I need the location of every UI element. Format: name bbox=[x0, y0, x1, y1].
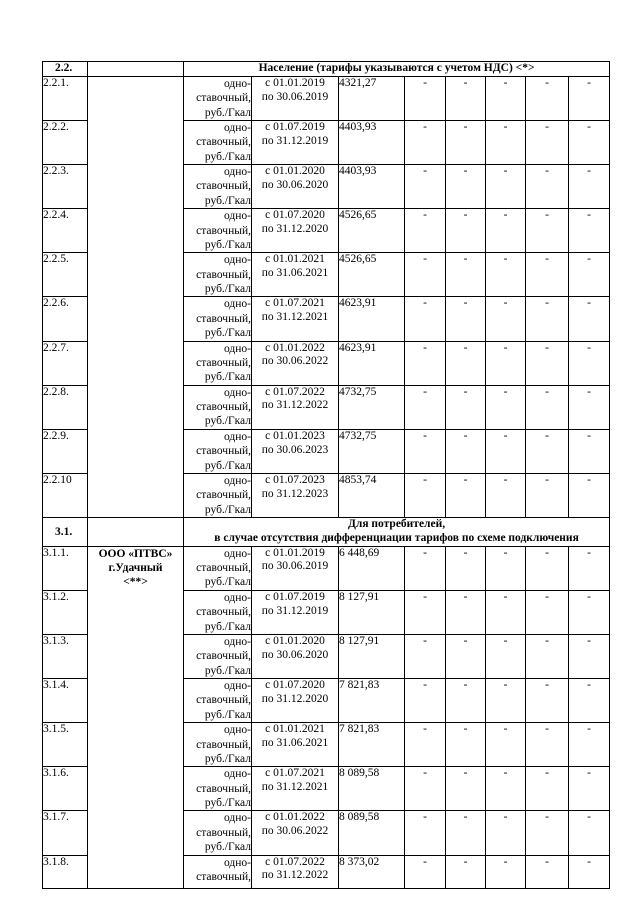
empty-value-dash: - bbox=[569, 297, 610, 341]
empty-value-dash: - bbox=[569, 429, 610, 473]
tariff-period bbox=[252, 767, 339, 811]
empty-value-dash: - bbox=[486, 341, 526, 385]
empty-value-dash: - bbox=[526, 473, 569, 517]
empty-value-dash: - bbox=[446, 679, 486, 723]
period-end: по 31.12.2022 bbox=[261, 869, 329, 882]
tariff-type-line: руб./Гкал bbox=[204, 503, 251, 516]
tariff-period bbox=[252, 723, 339, 767]
empty-value-dash: - bbox=[446, 473, 486, 517]
tariff-type-line: одно- bbox=[223, 812, 251, 825]
tariff-type-line: руб./Гкал bbox=[204, 238, 251, 251]
period-end: по 30.06.2022 bbox=[261, 355, 329, 368]
tariff-type-line: ставочный, bbox=[196, 782, 251, 795]
tariff-value: 4526,65 bbox=[339, 253, 405, 297]
tariff-type-line: ставочный, bbox=[196, 606, 251, 619]
tariff-period bbox=[252, 429, 339, 473]
tariff-type-line: ставочный, bbox=[196, 738, 251, 751]
period-start: с 01.07.2019 bbox=[265, 590, 325, 603]
row-number: 3.1.4. bbox=[43, 679, 88, 723]
tariff-period bbox=[252, 679, 339, 723]
tariff-period bbox=[252, 590, 339, 634]
empty-value-dash: - bbox=[569, 253, 610, 297]
tariff-type bbox=[184, 385, 252, 429]
empty-value-dash: - bbox=[405, 253, 446, 297]
row-number: 3.1.8. bbox=[43, 855, 88, 888]
section-title: Население (тарифы указываются с учетом НДС) <*> bbox=[184, 62, 610, 77]
tariff-type-line: одно- bbox=[223, 635, 251, 648]
row-number: 2.2.10 bbox=[43, 473, 88, 517]
period-end: по 31.12.2019 bbox=[261, 134, 329, 147]
empty-value-dash: - bbox=[446, 429, 486, 473]
tariff-type bbox=[184, 253, 252, 297]
period-start: с 01.07.2020 bbox=[265, 209, 325, 222]
tariff-value: 4623,91 bbox=[339, 297, 405, 341]
empty-value-dash: - bbox=[405, 590, 446, 634]
tariff-type-line: одно- bbox=[223, 768, 251, 781]
period-start: с 01.07.2022 bbox=[265, 385, 325, 398]
period-end: по 30.06.2023 bbox=[261, 443, 329, 456]
tariff-type bbox=[184, 590, 252, 634]
tariff-type-line: одно- bbox=[223, 210, 251, 223]
empty-value-dash: - bbox=[486, 767, 526, 811]
tariff-type bbox=[184, 679, 252, 723]
tariff-type-line: руб./Гкал bbox=[204, 664, 251, 677]
section-2-rows bbox=[43, 76, 610, 517]
period-start: с 01.01.2020 bbox=[265, 165, 325, 178]
empty-value-dash: - bbox=[486, 297, 526, 341]
tariff-value: 4732,75 bbox=[339, 385, 405, 429]
period-start: с 01.01.2022 bbox=[265, 811, 325, 824]
tariff-type-line: руб./Гкал bbox=[204, 620, 251, 633]
tariff-type-line: ставочный, bbox=[196, 870, 251, 883]
tariff-type-line: руб./Гкал bbox=[204, 708, 251, 721]
period-start: с 01.07.2021 bbox=[265, 767, 325, 780]
period-end: по 31.12.2021 bbox=[261, 781, 329, 794]
tariff-type bbox=[184, 297, 252, 341]
tariff-type-line: руб./Гкал bbox=[204, 371, 251, 384]
tariff-period bbox=[252, 253, 339, 297]
period-start: с 01.01.2021 bbox=[265, 253, 325, 266]
empty-value-dash: - bbox=[569, 120, 610, 164]
tariff-type-line: одно- bbox=[223, 591, 251, 604]
empty-value-dash: - bbox=[569, 767, 610, 811]
tariff-value: 7 821,83 bbox=[339, 723, 405, 767]
period-start: с 01.07.2020 bbox=[265, 679, 325, 692]
period-end: по 31.12.2020 bbox=[261, 692, 329, 705]
period-end: по 31.12.2019 bbox=[261, 604, 329, 617]
tariff-value: 8 089,58 bbox=[339, 767, 405, 811]
row-number: 2.2.5. bbox=[43, 253, 88, 297]
tariff-type-line: ставочный, bbox=[196, 356, 251, 369]
tariff-value: 6 448,69 bbox=[339, 546, 405, 590]
tariff-type-line: ставочный, bbox=[196, 401, 251, 414]
tariff-type-line: руб./Гкал bbox=[204, 576, 251, 589]
org-note: <**> bbox=[123, 576, 148, 589]
empty-value-dash: - bbox=[446, 590, 486, 634]
tariff-period bbox=[252, 634, 339, 678]
period-end: по 31.12.2020 bbox=[261, 222, 329, 235]
empty-value-dash: - bbox=[569, 811, 610, 855]
empty-value-dash: - bbox=[569, 385, 610, 429]
tariff-type-line: одно- bbox=[223, 254, 251, 267]
tariff-value: 8 373,02 bbox=[339, 855, 405, 888]
empty-value-dash: - bbox=[526, 429, 569, 473]
period-end: по 30.06.2020 bbox=[261, 178, 329, 191]
tariff-period bbox=[252, 811, 339, 855]
org-cell-empty bbox=[88, 62, 184, 77]
row-number: 2.2.1. bbox=[43, 76, 88, 120]
empty-value-dash: - bbox=[569, 76, 610, 120]
row-number: 2.2.9. bbox=[43, 429, 88, 473]
empty-value-dash: - bbox=[486, 253, 526, 297]
tariff-type-line: руб./Гкал bbox=[204, 797, 251, 810]
empty-value-dash: - bbox=[446, 341, 486, 385]
empty-value-dash: - bbox=[446, 209, 486, 253]
row-number: 3.1.2. bbox=[43, 590, 88, 634]
row-number: 2.2.2. bbox=[43, 120, 88, 164]
tariff-type-line: ставочный, bbox=[196, 136, 251, 149]
period-start: с 01.01.2022 bbox=[265, 341, 325, 354]
empty-value-dash: - bbox=[486, 679, 526, 723]
empty-value-dash: - bbox=[405, 209, 446, 253]
row-number: 3.1.7. bbox=[43, 811, 88, 855]
tariff-type bbox=[184, 634, 252, 678]
empty-value-dash: - bbox=[526, 253, 569, 297]
row-number: 3.1.1. bbox=[43, 546, 88, 590]
tariff-value: 4403,93 bbox=[339, 165, 405, 209]
tariff-type-line: ставочный, bbox=[196, 92, 251, 105]
tariff-type bbox=[184, 855, 252, 888]
empty-value-dash: - bbox=[446, 253, 486, 297]
empty-value-dash: - bbox=[405, 546, 446, 590]
tariff-type-line: одно- bbox=[223, 166, 251, 179]
tariff-type-line: одно- bbox=[223, 680, 251, 693]
empty-value-dash: - bbox=[526, 385, 569, 429]
tariff-type-line: одно- bbox=[223, 386, 251, 399]
empty-value-dash: - bbox=[405, 385, 446, 429]
period-start: с 01.01.2019 bbox=[265, 546, 325, 559]
empty-value-dash: - bbox=[526, 297, 569, 341]
org-city: г.Удачный bbox=[108, 562, 163, 575]
empty-value-dash: - bbox=[486, 634, 526, 678]
empty-value-dash: - bbox=[486, 723, 526, 767]
row-number: 3.1.5. bbox=[43, 723, 88, 767]
empty-value-dash: - bbox=[446, 855, 486, 888]
empty-value-dash: - bbox=[446, 767, 486, 811]
tariff-type bbox=[184, 811, 252, 855]
empty-value-dash: - bbox=[569, 209, 610, 253]
org-name: ООО «ПТВС» bbox=[98, 547, 173, 560]
tariff-type bbox=[184, 546, 252, 590]
tariff-period bbox=[252, 855, 339, 888]
period-end: по 31.12.2021 bbox=[261, 311, 329, 324]
tariff-type bbox=[184, 76, 252, 120]
empty-value-dash: - bbox=[405, 76, 446, 120]
tariff-value: 8 089,58 bbox=[339, 811, 405, 855]
tariff-type-line: руб./Гкал bbox=[204, 283, 251, 296]
empty-value-dash: - bbox=[446, 385, 486, 429]
tariff-type bbox=[184, 767, 252, 811]
empty-value-dash: - bbox=[569, 590, 610, 634]
tariff-type bbox=[184, 341, 252, 385]
period-start: с 01.07.2022 bbox=[265, 855, 325, 868]
tariff-type-line: ставочный, bbox=[196, 562, 251, 575]
tariff-value: 7 821,83 bbox=[339, 679, 405, 723]
tariff-value: 4526,65 bbox=[339, 209, 405, 253]
empty-value-dash: - bbox=[446, 297, 486, 341]
empty-value-dash: - bbox=[486, 429, 526, 473]
empty-value-dash: - bbox=[446, 120, 486, 164]
empty-value-dash: - bbox=[405, 855, 446, 888]
empty-value-dash: - bbox=[526, 209, 569, 253]
empty-value-dash: - bbox=[446, 811, 486, 855]
tariff-type-line: ставочный, bbox=[196, 489, 251, 502]
period-end: по 30.06.2022 bbox=[261, 825, 329, 838]
period-end: по 31.12.2023 bbox=[261, 487, 329, 500]
empty-value-dash: - bbox=[526, 634, 569, 678]
organization-cell bbox=[88, 546, 184, 888]
tariff-type-line: руб./Гкал bbox=[204, 327, 251, 340]
empty-value-dash: - bbox=[486, 811, 526, 855]
tariff-type-line: ставочный, bbox=[196, 312, 251, 325]
tariff-type-line: руб./Гкал bbox=[204, 150, 251, 163]
empty-value-dash: - bbox=[569, 723, 610, 767]
empty-value-dash: - bbox=[526, 120, 569, 164]
tariff-value: 4403,93 bbox=[339, 120, 405, 164]
period-start: с 01.01.2021 bbox=[265, 723, 325, 736]
period-end: по 31.12.2022 bbox=[261, 399, 329, 412]
empty-value-dash: - bbox=[405, 120, 446, 164]
row-number: 2.2.7. bbox=[43, 341, 88, 385]
period-start: с 01.01.2019 bbox=[265, 76, 325, 89]
period-start: с 01.07.2019 bbox=[265, 120, 325, 133]
period-end: по 31.06.2021 bbox=[261, 736, 329, 749]
empty-value-dash: - bbox=[486, 120, 526, 164]
tariff-type-line: руб./Гкал bbox=[204, 752, 251, 765]
section-number: 3.1. bbox=[43, 518, 88, 547]
empty-value-dash: - bbox=[569, 473, 610, 517]
section-2-header-row bbox=[43, 62, 610, 77]
empty-value-dash: - bbox=[405, 679, 446, 723]
empty-value-dash: - bbox=[446, 546, 486, 590]
tariff-type-line: одно- bbox=[223, 298, 251, 311]
tariff-type-line: ставочный, bbox=[196, 826, 251, 839]
tariff-value: 8 127,91 bbox=[339, 590, 405, 634]
tariff-type-line: одно- bbox=[223, 430, 251, 443]
row-number: 2.2.3. bbox=[43, 165, 88, 209]
empty-value-dash: - bbox=[569, 165, 610, 209]
row-number: 2.2.6. bbox=[43, 297, 88, 341]
period-end: по 31.06.2021 bbox=[261, 267, 329, 280]
empty-value-dash: - bbox=[446, 634, 486, 678]
tariff-type-line: одно- bbox=[223, 474, 251, 487]
tariff-period bbox=[252, 165, 339, 209]
empty-value-dash: - bbox=[405, 811, 446, 855]
tariff-type-line: ставочный, bbox=[196, 694, 251, 707]
empty-value-dash: - bbox=[526, 76, 569, 120]
tariff-type-line: ставочный, bbox=[196, 268, 251, 281]
tariff-type-line: ставочный, bbox=[196, 180, 251, 193]
section-number: 2.2. bbox=[43, 62, 88, 77]
tariff-period bbox=[252, 297, 339, 341]
empty-value-dash: - bbox=[569, 855, 610, 888]
section-title-line: Для потребителей, bbox=[347, 518, 446, 531]
empty-value-dash: - bbox=[486, 76, 526, 120]
row-number: 3.1.3. bbox=[43, 634, 88, 678]
empty-value-dash: - bbox=[486, 855, 526, 888]
tariff-type bbox=[184, 165, 252, 209]
org-cell-empty bbox=[88, 76, 184, 517]
empty-value-dash: - bbox=[526, 679, 569, 723]
empty-value-dash: - bbox=[569, 341, 610, 385]
tariff-type-line: руб./Гкал bbox=[204, 106, 251, 119]
table-row bbox=[43, 546, 610, 590]
tariff-type-line: ставочный, bbox=[196, 650, 251, 663]
empty-value-dash: - bbox=[405, 767, 446, 811]
tariff-value: 4732,75 bbox=[339, 429, 405, 473]
tariff-type-line: руб./Гкал bbox=[204, 841, 251, 854]
empty-value-dash: - bbox=[569, 546, 610, 590]
period-end: по 30.06.2019 bbox=[261, 90, 329, 103]
empty-value-dash: - bbox=[569, 679, 610, 723]
section-3-header-row bbox=[43, 518, 610, 547]
empty-value-dash: - bbox=[486, 385, 526, 429]
empty-value-dash: - bbox=[486, 165, 526, 209]
tariff-type-line: руб./Гкал bbox=[204, 459, 251, 472]
period-end: по 30.06.2020 bbox=[261, 648, 329, 661]
row-number: 2.2.4. bbox=[43, 209, 88, 253]
empty-value-dash: - bbox=[526, 590, 569, 634]
tariff-type-line: одно- bbox=[223, 724, 251, 737]
empty-value-dash: - bbox=[526, 341, 569, 385]
empty-value-dash: - bbox=[405, 634, 446, 678]
tariff-type-line: одно- bbox=[223, 856, 251, 869]
empty-value-dash: - bbox=[486, 473, 526, 517]
section-3-rows bbox=[43, 546, 610, 888]
empty-value-dash: - bbox=[526, 811, 569, 855]
tariff-period bbox=[252, 76, 339, 120]
empty-value-dash: - bbox=[405, 429, 446, 473]
tariff-type-line: одно- bbox=[223, 77, 251, 90]
period-start: с 01.01.2023 bbox=[265, 429, 325, 442]
tariff-period bbox=[252, 473, 339, 517]
empty-value-dash: - bbox=[405, 165, 446, 209]
period-end: по 30.06.2019 bbox=[261, 560, 329, 573]
tariff-type bbox=[184, 120, 252, 164]
tariff-type-line: ставочный, bbox=[196, 224, 251, 237]
tariff-period bbox=[252, 120, 339, 164]
empty-value-dash: - bbox=[486, 209, 526, 253]
table-row bbox=[43, 76, 610, 120]
empty-value-dash: - bbox=[405, 723, 446, 767]
empty-value-dash: - bbox=[526, 855, 569, 888]
empty-value-dash: - bbox=[526, 546, 569, 590]
org-cell-top bbox=[88, 518, 184, 547]
tariff-type bbox=[184, 429, 252, 473]
tariff-period bbox=[252, 385, 339, 429]
tariff-value: 8 127,91 bbox=[339, 634, 405, 678]
tariff-type bbox=[184, 473, 252, 517]
tariff-type-line: ставочный, bbox=[196, 445, 251, 458]
tariff-value: 4623,91 bbox=[339, 341, 405, 385]
empty-value-dash: - bbox=[405, 341, 446, 385]
empty-value-dash: - bbox=[446, 723, 486, 767]
period-start: с 01.07.2023 bbox=[265, 473, 325, 486]
period-start: с 01.07.2021 bbox=[265, 297, 325, 310]
tariff-type-line: руб./Гкал bbox=[204, 415, 251, 428]
tariff-type-line: одно- bbox=[223, 342, 251, 355]
tariff-type-line: одно- bbox=[223, 121, 251, 134]
section-title bbox=[184, 518, 610, 547]
tariff-period bbox=[252, 546, 339, 590]
row-number: 3.1.6. bbox=[43, 767, 88, 811]
row-number: 2.2.8. bbox=[43, 385, 88, 429]
empty-value-dash: - bbox=[486, 590, 526, 634]
tariff-table bbox=[42, 61, 610, 889]
empty-value-dash: - bbox=[486, 546, 526, 590]
tariff-type bbox=[184, 209, 252, 253]
section-title-line: в случае отсутствия дифференциации тарифов по схеме подключения bbox=[214, 531, 579, 544]
tariff-type-line: руб./Гкал bbox=[204, 194, 251, 207]
tariff-type-line: одно- bbox=[223, 547, 251, 560]
empty-value-dash: - bbox=[526, 165, 569, 209]
tariff-period bbox=[252, 209, 339, 253]
tariff-value: 4853,74 bbox=[339, 473, 405, 517]
empty-value-dash: - bbox=[569, 634, 610, 678]
empty-value-dash: - bbox=[405, 297, 446, 341]
empty-value-dash: - bbox=[446, 76, 486, 120]
tariff-type bbox=[184, 723, 252, 767]
tariff-value: 4321,27 bbox=[339, 76, 405, 120]
empty-value-dash: - bbox=[526, 767, 569, 811]
empty-value-dash: - bbox=[446, 165, 486, 209]
empty-value-dash: - bbox=[526, 723, 569, 767]
empty-value-dash: - bbox=[405, 473, 446, 517]
tariff-period bbox=[252, 341, 339, 385]
period-start: с 01.01.2020 bbox=[265, 634, 325, 647]
